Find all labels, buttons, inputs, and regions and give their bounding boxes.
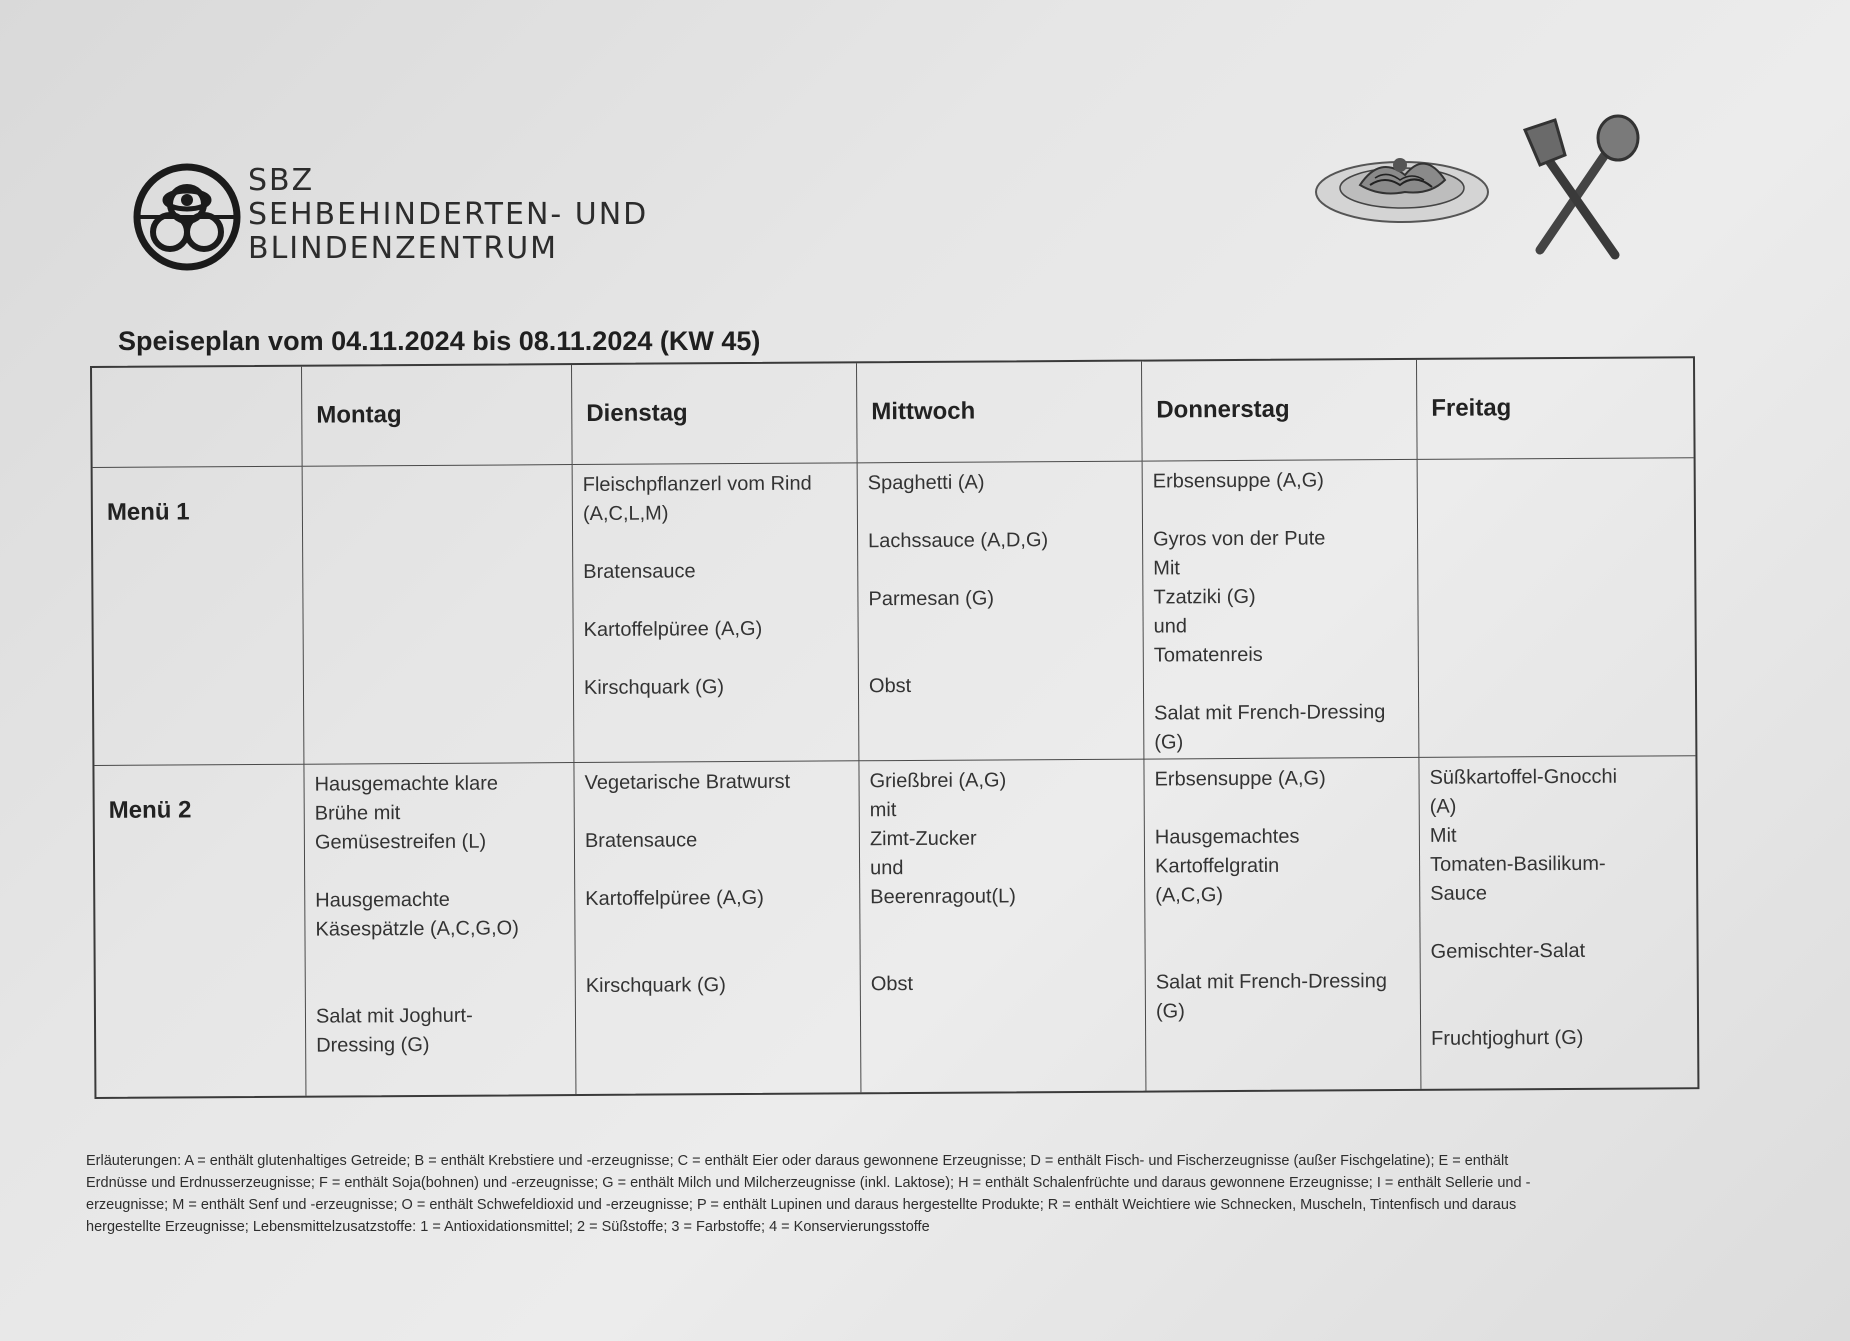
dish-line: (A,C,L,M) xyxy=(582,502,669,525)
dish-line xyxy=(315,856,564,887)
dish-line: Hausgemachte klare xyxy=(314,772,499,796)
dish-line: Vegetarische Bratwurst xyxy=(584,770,791,794)
dish-line: Lachssauce (A,D,G) xyxy=(868,529,1049,553)
menu1-freitag xyxy=(1418,458,1696,758)
dish-line: Salat mit Joghurt- xyxy=(315,1004,473,1028)
dish-line: Erbsensuppe (A,G) xyxy=(1154,767,1326,791)
dish-line xyxy=(868,497,1132,528)
menu1-donnerstag xyxy=(1143,460,1420,760)
dish-line: Grießbrei (A,G) xyxy=(869,769,1007,793)
dish-line: Kartoffelpüree (A,G) xyxy=(583,617,763,641)
dish-line xyxy=(584,643,848,674)
dish-line: Mit xyxy=(1429,824,1457,847)
dish-line xyxy=(585,854,849,885)
dish-line xyxy=(1154,669,1408,700)
dish-line: Hausgemachte xyxy=(315,888,450,912)
menu2-label: Menü 2 xyxy=(94,765,306,1097)
menu2-freitag xyxy=(1419,756,1697,1089)
menu2-donnerstag xyxy=(1144,758,1421,1091)
menu2-mittwoch xyxy=(859,760,1146,1093)
dish-line: (G) xyxy=(1154,731,1184,754)
dish-line: Gemischter-Salat xyxy=(1430,939,1586,963)
organization-name xyxy=(248,164,648,266)
dish-line xyxy=(871,940,1135,971)
dish-line xyxy=(586,941,850,972)
legend-line: hergestellte Erzeugnisse; Lebensmittelzusatzstoffe: 1 = Antioxidationsmittel; 2 = Süßstoffe; 3 = Farbstoffe; 4 = Konservierungsstoffe xyxy=(86,1219,930,1235)
dish-line: Kartoffelpüree (A,G) xyxy=(585,886,764,910)
dish-line: Fleischpflanzerl vom Rind xyxy=(582,472,812,496)
dish-line: Dressing (G) xyxy=(316,1033,430,1057)
dish-line: Parmesan (G) xyxy=(868,587,995,611)
menu1-mittwoch xyxy=(858,462,1145,762)
dish-line: Spaghetti (A) xyxy=(867,471,985,495)
menu1-label: Menü 1 xyxy=(93,467,305,766)
fork-and-spoon-icon xyxy=(1510,110,1650,260)
dish-line: Brühe mit xyxy=(314,802,401,825)
day-header-montag: Montag xyxy=(302,365,573,467)
dish-line: Salat mit French-Dressing xyxy=(1155,970,1388,994)
day-header-dienstag: Dienstag xyxy=(572,363,858,465)
dish-line: Obst xyxy=(870,972,914,996)
dish-line xyxy=(1155,909,1409,940)
dish-line: Süßkartoffel-Gnocchi xyxy=(1429,765,1618,789)
dish-line xyxy=(1156,938,1410,969)
dish-line: Zimt-Zucker xyxy=(869,827,977,851)
dish-line: Kirschquark (G) xyxy=(585,974,726,997)
spaghetti-plate-icon xyxy=(1310,130,1495,230)
dish-line: Hausgemachtes xyxy=(1154,825,1300,849)
legend-line: Erläuterungen: A = enthält glutenhaltiges Getreide; B = enthält Krebstiere und -erzeugnisse; C = enthält Eier oder daraus gewonnene Erzeugnisse; D = enthält Fisch- und Fischerzeugnisse (außer Fischgelatine); E = enthält xyxy=(86,1153,1509,1169)
dish-line: Fruchtjoghurt (G) xyxy=(1431,1026,1584,1050)
dish-line xyxy=(1431,994,1687,1025)
dish-line: (A) xyxy=(1429,795,1457,818)
legend-line: erzeugnisse; M = enthält Senf und -erzeugnisse; O = enthält Schwefeldioxid und -erzeugnisse; P = enthält Lupinen und daraus hergestellte Produkte; R = enthält Weichtiere wie Schnecken, Muscheln, Tintenfisch und daraus xyxy=(86,1197,1517,1213)
dish-line xyxy=(585,796,849,827)
day-header-donnerstag: Donnerstag xyxy=(1142,360,1418,462)
organization-line2: BLINDENZENTRUM xyxy=(248,231,559,266)
dish-line: Gyros von der Pute xyxy=(1153,527,1326,551)
dish-line xyxy=(869,642,1133,673)
dish-line: Kirschquark (G) xyxy=(583,676,725,699)
dish-line xyxy=(870,911,1134,942)
dish-line xyxy=(316,943,565,974)
dish-line: Sauce xyxy=(1430,882,1488,905)
menu2-dienstag xyxy=(574,761,861,1094)
dish-line: Gemüsestreifen (L) xyxy=(314,830,487,854)
dish-line xyxy=(583,585,847,616)
dish-line xyxy=(585,912,849,943)
dish-line: Obst xyxy=(868,674,912,698)
dish-line: Tzatziki (G) xyxy=(1153,585,1256,609)
dish-line xyxy=(1153,495,1407,526)
dish-line xyxy=(868,555,1132,586)
organization-short: SBZ xyxy=(248,163,315,198)
dish-line: und xyxy=(870,857,904,880)
dish-line: Bratensauce xyxy=(583,560,696,583)
menu-table xyxy=(90,356,1699,1099)
dish-line xyxy=(1431,965,1687,996)
dish-line xyxy=(316,972,565,1003)
dish-line xyxy=(1430,907,1686,938)
dish-line xyxy=(869,613,1133,644)
organization-line1: SEHBEHINDERTEN- UND xyxy=(248,197,649,232)
allergen-legend xyxy=(86,1150,1726,1238)
dish-line: (A,C,G) xyxy=(1155,884,1224,907)
sbz-logo-icon xyxy=(132,162,242,272)
day-header-mittwoch: Mittwoch xyxy=(857,362,1143,464)
dish-line: Tomaten-Basilikum- xyxy=(1430,852,1606,876)
dish-line: (G) xyxy=(1155,1000,1185,1023)
day-header-freitag: Freitag xyxy=(1417,358,1694,460)
dish-line: und xyxy=(1153,615,1188,638)
dish-line: Erbsensuppe (A,G) xyxy=(1152,469,1324,493)
dish-line xyxy=(1155,793,1409,824)
dish-line: Kartoffelgratin xyxy=(1155,854,1280,878)
page-title: Speiseplan vom 04.11.2024 bis 08.11.2024 (KW 45) xyxy=(118,326,761,356)
dish-line: Beerenragout(L) xyxy=(870,885,1016,909)
dish-line: mit xyxy=(869,799,897,822)
dish-line: Tomatenreis xyxy=(1153,643,1263,667)
dish-line: Salat mit French-Dressing xyxy=(1154,701,1386,725)
dish-line: Bratensauce xyxy=(584,829,698,852)
menu1-dienstag xyxy=(573,463,860,763)
dish-line: Mit xyxy=(1153,557,1180,580)
dish-line: Käsespätzle (A,C,G,O) xyxy=(315,917,519,941)
legend-line: Erdnüsse und Erdnusserzeugnisse; F = enthält Soja(bohnen) und -erzeugnisse; G = enthält Milch und Milcherzeugnisse (inkl. Laktose); H = enthält Schalenfrüchte und daraus gewonnene Erzeugnisse; I = enthält Sellerie und - xyxy=(86,1175,1531,1191)
menu2-montag xyxy=(304,763,576,1096)
dish-line xyxy=(583,527,847,558)
corner-cell xyxy=(92,367,303,468)
menu1-montag xyxy=(303,465,575,765)
